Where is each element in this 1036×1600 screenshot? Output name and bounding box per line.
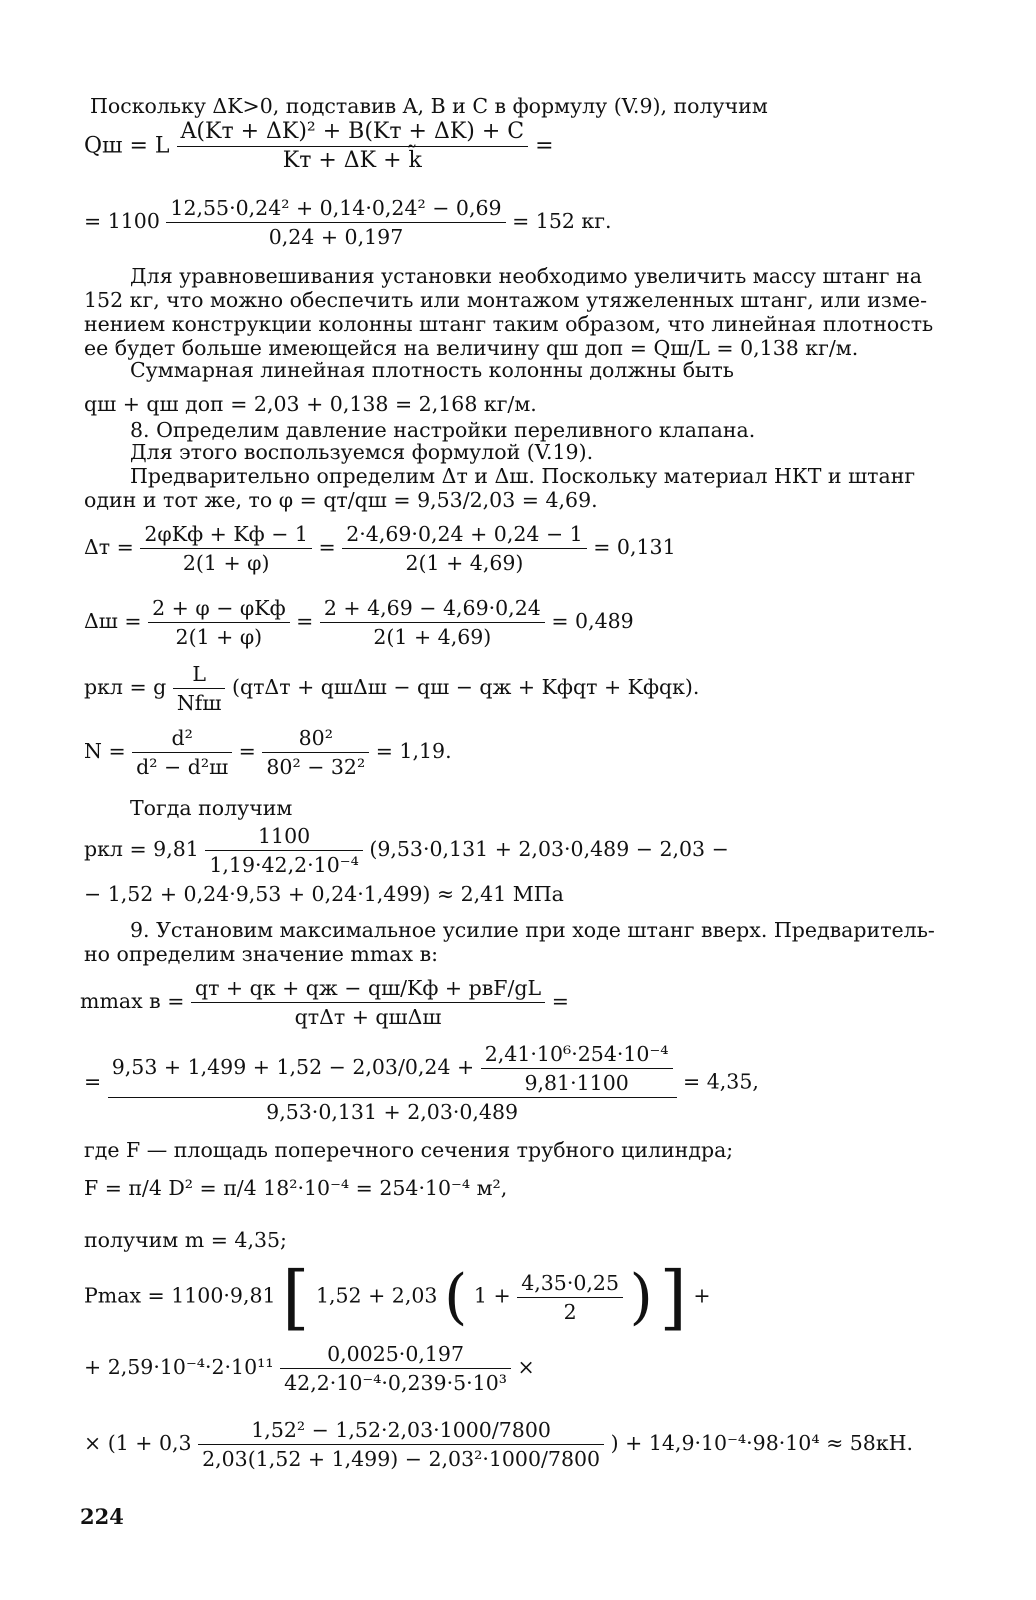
denominator: 80² − 32² [266, 755, 366, 779]
denominator: Kт + ΔK + k̃ [282, 148, 422, 173]
denominator: 2(1 + 4,69) [373, 625, 492, 649]
denominator: 2 [563, 1299, 577, 1324]
parenthesis: ) [629, 1262, 653, 1332]
denominator: 9,81·1100 [524, 1071, 629, 1095]
denominator: 2(1 + φ) [182, 551, 270, 575]
formula-n: N = $\frac{\text{d²}}{\text{d² − d²ш}}$ = $\frac{\text{80²}}{\text{80² − 32²}}$ = 1,19. [84, 726, 452, 779]
text-line: где F — площадь поперечного сечения трубного цилиндра; [84, 1138, 734, 1162]
formula-text: mmax в = [80, 989, 185, 1013]
fraction [280, 1340, 511, 1397]
bracket: [ [282, 1256, 310, 1338]
denominator: 1,19·42,2·10⁻⁴ [209, 853, 359, 877]
formula-delta-t: Δт = $\frac{\text{2φKф + Kф − 1}}{2(1 + \varphi)}$ = $\frac{2\cdot 4,69\cdot 0,24 + 0,24 - 1}{2(1 + 4,69)}$ = 0,131 [84, 522, 676, 575]
numerator: 2 + φ − φKф [148, 594, 290, 623]
numerator: 80² [262, 724, 369, 753]
formula-text: = 4,35, [683, 1069, 759, 1094]
denominator: 2,03(1,52 + 1,499) − 2,03²·1000/7800 [202, 1447, 601, 1471]
text-line: 8. Определим давление настройки переливного клапана. [130, 418, 756, 442]
formula-text: 1,52 + 2,03 [315, 1283, 438, 1308]
formula-text: Δт = [84, 535, 134, 559]
formula-delta-sh: Δш = $\frac{\text{2 + φ − φKф}}{2(1 + \varphi)}$ = $\frac{2 + 4,69 - 4,69\cdot 0,24}{2(1 + 4,69)}$ = 0,489 [84, 596, 634, 649]
numerator: A(Kт + ΔK)² + B(Kт + ΔK) + C [177, 118, 529, 147]
formula-pmax [84, 1256, 711, 1338]
numerator: 2·4,69·0,24 + 0,24 − 1 [342, 520, 586, 549]
numerator: 1100 [205, 822, 362, 851]
numerator: 2 + 4,69 − 4,69·0,24 [320, 594, 545, 623]
parenthesis: ( [443, 1262, 468, 1332]
text-line: Поскольку ΔK>0, подставив A, B и C в формулу (V.9), получим [90, 94, 768, 118]
formula-text: Pmax = 1100·9,81 [84, 1283, 276, 1308]
numerator: 4,35·0,25 [517, 1269, 623, 1298]
fraction [132, 724, 232, 781]
formula-text: = [84, 1069, 102, 1094]
inner-fraction [481, 1040, 673, 1097]
text-line: ее будет больше имеющейся на величину qш доп = Qш/L = 0,138 кг/м. [84, 336, 859, 360]
formula-pkl-values [84, 822, 729, 879]
formula-text: (qтΔт + qшΔш − qш − qж + Kфqт + Kфqк). [231, 675, 700, 699]
formula-text: × (1 + 0,3 [84, 1431, 192, 1455]
page-number: 224 [80, 1504, 124, 1529]
fraction [320, 594, 545, 651]
formula-pmax-term2 [84, 1340, 535, 1397]
text-line: Предварительно определим Δт и Δш. Поскольку материал НКТ и штанг [130, 464, 916, 488]
text-line: 9. Установим максимальное усилие при ходе штанг вверх. Предваритель- [130, 918, 935, 942]
fraction [166, 194, 505, 251]
formula-text: pкл = 9,81 [84, 837, 199, 861]
numerator: 12,55·0,24² + 0,14·0,24² − 0,69 [166, 194, 505, 223]
numerator: 2,41·10⁶·254·10⁻⁴ [481, 1040, 673, 1069]
bracket: ] [659, 1256, 687, 1338]
formula-text: Qш = L [84, 133, 170, 159]
formula-text: 1 + [473, 1283, 511, 1308]
denominator: d² − d²ш [136, 755, 229, 779]
formula-qsh-values [84, 194, 612, 251]
formula-mmax-values [84, 1040, 759, 1126]
formula-text: ) + 14,9·10⁻⁴·98·10⁴ ≈ 58кН. [610, 1431, 914, 1455]
formula-text: = 1100 [84, 209, 160, 233]
denominator: 42,2·10⁻⁴·0,239·5·10³ [284, 1371, 507, 1395]
formula-text: = 1,19. [375, 739, 452, 763]
formula-text: Δш = [84, 609, 142, 633]
formula-text: = 0,131 [593, 535, 676, 559]
fraction [108, 1040, 677, 1126]
fraction [517, 1269, 623, 1326]
text-line: Тогда получим [130, 796, 293, 820]
denominator: 9,53·0,131 + 2,03·0,489 [266, 1100, 519, 1124]
text-line: получим m = 4,35; [84, 1228, 287, 1252]
formula-text: = 0,489 [551, 609, 634, 633]
fraction [205, 822, 362, 879]
formula-text: + 2,59·10⁻⁴·2·10¹¹ [84, 1355, 274, 1379]
numerator: 0,0025·0,197 [280, 1340, 511, 1369]
fraction [198, 1416, 604, 1473]
formula-text: pкл = g [84, 675, 167, 699]
fraction [140, 520, 312, 577]
text-line: 152 кг, что можно обеспечить или монтажом утяжеленных штанг, или изме- [84, 288, 927, 312]
fraction [173, 660, 226, 717]
text-line: Суммарная линейная плотность колонны должны быть [130, 358, 734, 382]
formula-text: × [517, 1355, 535, 1379]
formula-text: (9,53·0,131 + 2,03·0,489 − 2,03 − [369, 837, 729, 861]
formula-text: + [693, 1283, 711, 1308]
text-line: но определим значение mmax в: [84, 942, 439, 966]
text-line: нением конструкции колонны штанг таким образом, что линейная плотность [84, 312, 934, 336]
numerator [108, 1040, 677, 1098]
formula-text: N = [84, 739, 126, 763]
formula-area: F = π/4 D² = π/4 18²·10⁻⁴ = 254·10⁻⁴ м², [84, 1176, 508, 1200]
text-line: один и тот же, то φ = qт/qш = 9,53/2,03 = 4,69. [84, 488, 598, 512]
formula-text: = [535, 133, 554, 159]
denominator: qтΔт + qшΔш [294, 1005, 442, 1029]
fraction [191, 974, 545, 1031]
formula-pkl [84, 660, 699, 717]
text-line: Для уравновешивания установки необходимо увеличить массу штанг на [130, 264, 922, 288]
numerator: 1,52² − 1,52·2,03·1000/7800 [198, 1416, 604, 1445]
formula-qsh [84, 118, 554, 175]
numerator: 2φKф + Kф − 1 [140, 520, 312, 549]
text-line: qш + qш доп = 2,03 + 0,138 = 2,168 кг/м. [84, 392, 537, 416]
fraction [177, 118, 529, 175]
numerator: qт + qк + qж − qш/Kф + pвF/gL [191, 974, 545, 1003]
denominator: 2(1 + 4,69) [405, 551, 524, 575]
denominator: Nfш [176, 691, 222, 715]
fraction [342, 520, 586, 577]
text-line: − 1,52 + 0,24·9,53 + 0,24·1,499) ≈ 2,41 МПа [84, 882, 564, 906]
fraction [148, 594, 290, 651]
formula-pmax-term3 [84, 1416, 913, 1473]
formula-text: = 152 кг. [512, 209, 612, 233]
formula-mmax: mmax в = $\frac{\text{qт + qк + qж − qш/Kф + pвF/gL}}{\text{qтΔт + qшΔш}}$ = [80, 976, 569, 1029]
numerator: d² [132, 724, 232, 753]
text-line: Для этого воспользуемся формулой (V.19). [130, 440, 594, 464]
denominator: 2(1 + φ) [175, 625, 263, 649]
numerator: L [173, 660, 226, 689]
formula-text: 9,53 + 1,499 + 1,52 − 2,03/0,24 + [111, 1055, 475, 1079]
denominator: 0,24 + 0,197 [268, 225, 404, 249]
fraction [262, 724, 369, 781]
